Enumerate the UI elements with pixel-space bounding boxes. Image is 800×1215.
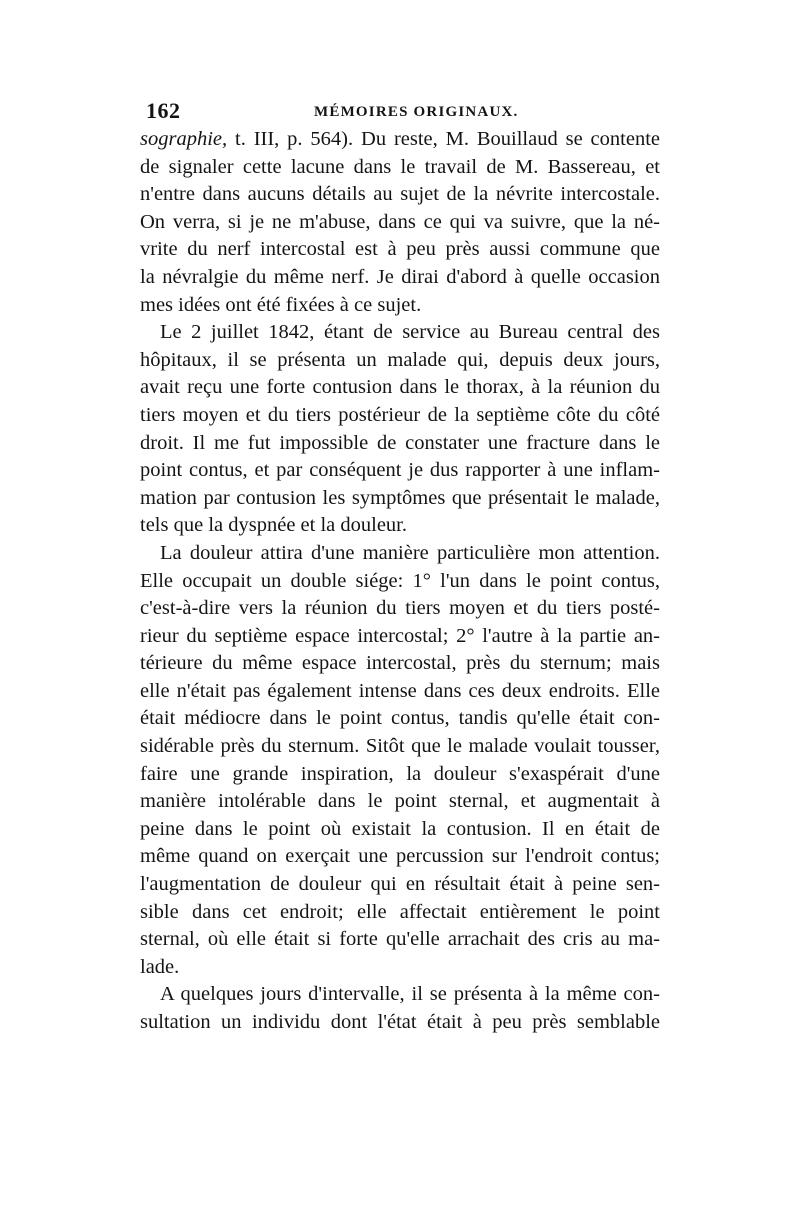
text-line <box>140 126 660 154</box>
text-line: sultation un individu dont l'état était à peu près semblable <box>140 1011 660 1033</box>
body-text <box>140 126 660 1037</box>
text-line: hôpitaux, il se présenta un malade qui, depuis deux jours, <box>140 348 660 371</box>
paragraph-start-line: Le 2 juillet 1842, étant de service au Bureau central des <box>160 321 660 344</box>
page-number: 162 <box>146 98 181 123</box>
text-line: était médiocre dans le point contus, tandis qu'elle était con- <box>140 707 660 730</box>
text-line: mation par contusion les symptômes que présentait le malade, <box>140 486 660 509</box>
text-line: c'est-à-dire vers la réunion du tiers moyen et du tiers posté- <box>140 597 660 620</box>
page-header <box>146 98 658 128</box>
text-line: droit. Il me fut impossible de constater une fracture dans le <box>140 431 660 454</box>
text-line: térieure du même espace intercostal, près du sternum; mais <box>140 652 660 675</box>
text-line: sternal, où elle était si forte qu'elle arrachait des cris au ma- <box>140 928 660 951</box>
text-line: peine dans le point où existait la contusion. Il en était de <box>140 817 660 840</box>
text-line: l'augmentation de douleur qui en résultait était à peine sen- <box>140 873 660 896</box>
text-line: n'entre dans aucuns détails au sujet de la névrite intercostale. <box>140 183 660 206</box>
running-title: MÉMOIRES ORIGINAUX. <box>314 104 519 120</box>
text-line: Elle occupait un double siége: 1° l'un dans le point contus, <box>140 569 660 592</box>
text-line: On verra, si je ne m'abuse, dans ce qui va suivre, que la né- <box>140 210 660 233</box>
paragraph-start-line: A quelques jours d'intervalle, il se présenta à la même con- <box>160 983 660 1006</box>
text-line: lade. <box>140 955 180 978</box>
text-line: sidérable près du sternum. Sitôt que le malade voulait tousser, <box>140 735 660 758</box>
text-line: sible dans cet endroit; elle affectait entièrement le point <box>140 900 660 923</box>
text-line: de signaler cette lacune dans le travail de M. Bassereau, et <box>140 155 660 178</box>
italic-text: sographie, <box>140 128 228 150</box>
text-line: la névralgie du même nerf. Je dirai d'abord à quelle occasion <box>140 265 660 288</box>
text-line: mes idées ont été fixées à ce sujet. <box>140 293 422 316</box>
text-line: même quand on exerçait une percussion sur l'endroit contus; <box>140 845 660 868</box>
paragraph-start-line: La douleur attira d'une manière particulière mon attention. <box>160 541 660 564</box>
text-line: vrite du nerf intercostal est à peu près aussi commune que <box>140 238 660 261</box>
text-line: rieur du septième espace intercostal; 2° l'autre à la partie an- <box>140 624 660 647</box>
text-line: tiers moyen et du tiers postérieur de la septième côte du côté <box>140 403 660 426</box>
text-line: elle n'était pas également intense dans ces deux endroits. Elle <box>140 679 660 702</box>
text-line: manière intolérable dans le point sternal, et augmentait à <box>140 790 660 813</box>
text-line: faire une grande inspiration, la douleur s'exaspérait d'une <box>140 762 660 785</box>
line-text: t. III, p. 564). Du reste, M. Bouillaud se contente <box>227 128 660 150</box>
text-line: avait reçu une forte contusion dans le thorax, à la réunion du <box>140 376 660 399</box>
text-line: tels que la dyspnée et la douleur. <box>140 514 407 537</box>
text-line: point contus, et par conséquent je dus rapporter à une inflam- <box>140 459 660 482</box>
